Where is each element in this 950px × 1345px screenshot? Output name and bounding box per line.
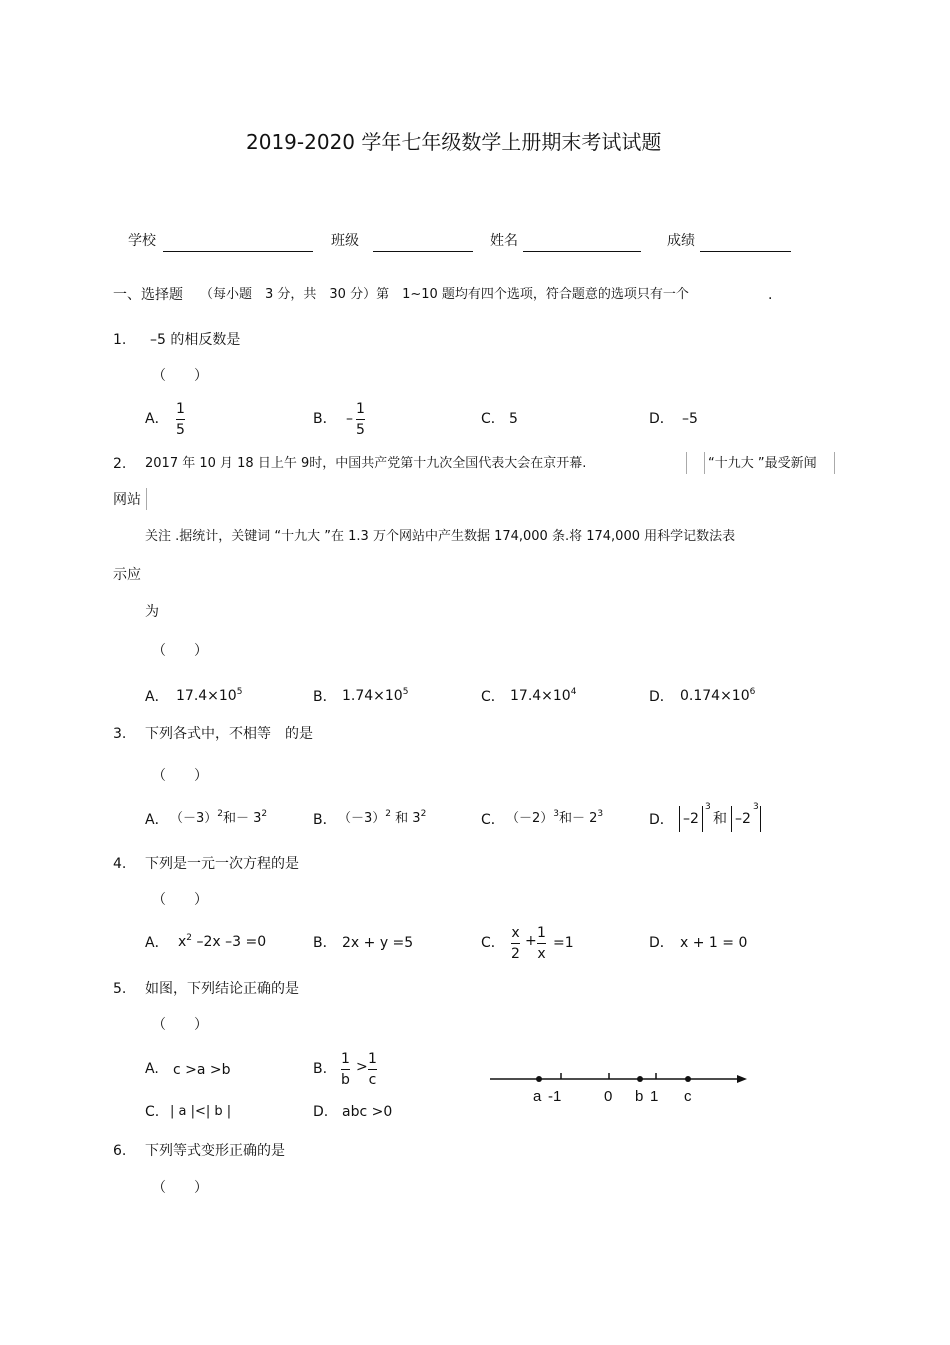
q4-opt-d: x + 1 = 0 [680,935,748,951]
q1-a-numerator: 1 [176,401,185,417]
class-label: 班级 [331,233,359,249]
point-c [685,1076,691,1082]
q3-opt-d-3: –2 [735,811,751,827]
number-line-arrow [737,1075,747,1083]
label-b: b [635,1088,644,1105]
q1-opt-a-fraction [176,402,185,437]
q4-opt-b: 2x + y =5 [342,935,414,951]
label-1: 1 [650,1088,659,1105]
q1-opt-d: –5 [682,411,698,427]
q2-opt-b: $1.74\times 10^5$ [342,687,409,704]
q1-number: 1. [113,332,127,348]
q2-line1-tail: “十九大 ”最受新闻 [708,456,817,471]
q5-opt-b-label: B. [313,1061,328,1077]
q4-number: 4. [113,856,127,872]
q3-opt-c-label: C． [481,812,505,828]
q3-opt-b: $(-3)^2$ 和 $3^2$ [338,809,427,826]
q2-line3: 关注 .据统计，关键词 “十九大 ”在 1.3 万个网站中产生数据 174,000 条.将 174,000 用科学记数法表 [145,529,736,544]
q3-bracket: （ ） [152,768,208,784]
q5-opt-a: c >a >b [173,1062,231,1078]
q2-opt-a: $17.4\times 10^5$ [176,687,243,704]
q2-opt-b-label: B． [313,689,337,705]
q1-text: –5 的相反数是 [150,332,241,348]
q1-b-numerator: 1 [356,401,365,417]
q4-text: 下列是一元一次方程的是 [145,856,299,872]
q5-opt-d-label: D. [313,1104,329,1120]
section-title: 一、选择题 [113,287,183,303]
school-label: 学校 [128,233,156,249]
q4-bracket: （ ） [152,892,208,908]
q2-opt-c-label: C． [481,689,505,705]
q5-bracket: （ ） [152,1017,208,1033]
point-a [536,1076,542,1082]
label-c: c [684,1088,692,1105]
name-label: 姓名 [490,233,518,249]
q4-opt-a: $x^2$ –2x –3 =0 [178,933,267,950]
q1-b-sign: – [346,411,353,427]
q2-line2: 网站 [113,492,141,508]
q3-opt-a-label: A． [145,812,169,828]
q5-text: 如图，下列结论正确的是 [145,981,299,997]
q1-opt-c: 5 [509,411,518,427]
q5-opt-d: abc >0 [342,1104,393,1120]
section-end: . [768,287,773,303]
q4-opt-a-label: A． [145,935,169,951]
q1-b-denominator: 5 [356,422,365,438]
q3-opt-c: $(-2)^3$和－ $2^3$ [506,809,604,826]
label-a: a [533,1088,542,1105]
label-0: 0 [604,1088,613,1105]
page-title: 2019-2020 学年七年级数学上册期末考试试题 [246,130,662,154]
q3-opt-a: $(-3)^2$和－ $3^2$ [170,809,268,826]
q1-opt-b-label: B． [313,411,337,427]
q2-bracket: （ ） [152,643,208,659]
q5-opt-c-label: C. [145,1104,160,1120]
q2-opt-c: $17.4\times 10^4$ [510,687,577,704]
q2-line1: 2017 年 10 月 18 日上午 9时，中国共产党第十九次全国代表大会在京开幕. [145,456,587,471]
q2-line5: 为 [145,604,159,620]
q6-number: 6. [113,1143,127,1159]
q2-line4: 示应 [113,567,141,583]
q1-bracket: （ ） [152,368,208,384]
name-field[interactable] [523,251,641,252]
q5-b-fraction-1: 1 b [341,1051,350,1088]
score-label: 成绩 [667,233,695,249]
q1-opt-b-fraction [356,402,365,437]
q4-opt-d-label: D． [649,935,674,951]
q1-a-denominator: 5 [176,422,185,438]
q3-text: 下列各式中，不相等 的是 [145,726,313,742]
q1-opt-a-label: A． [145,411,169,427]
number-line-figure [485,1065,755,1110]
q4-c-fraction-2: 1 x [537,925,546,962]
q6-bracket: （ ） [152,1180,208,1196]
q3-number: 3. [113,726,127,742]
q3-opt-d-1: –2 [683,811,699,827]
section-desc: （每小题 3 分，共 30 分）第 1~10 题均有四个选项，符合题意的选项只有一个 [200,287,689,302]
q2-opt-d: $0.174\times 10^6$ [680,687,756,704]
q1-opt-c-label: C． [481,411,505,427]
q6-text: 下列等式变形正确的是 [145,1143,285,1159]
q4-opt-c-label: C． [481,935,505,951]
label-minus-1: -1 [548,1088,562,1105]
q1-opt-d-label: D． [649,411,674,427]
q4-opt-b-label: B． [313,935,337,951]
q3-opt-d-label: D． [649,812,674,828]
q5-number: 5. [113,981,127,997]
q2-opt-a-label: A． [145,689,169,705]
q5-b-fraction-2: 1 c [368,1051,377,1088]
q2-opt-d-label: D． [649,689,674,705]
q5-opt-a-label: A. [145,1061,159,1077]
school-field[interactable] [163,251,313,252]
score-field[interactable] [700,251,791,252]
q3-opt-d-2: 和 [713,811,727,827]
class-field[interactable] [373,251,473,252]
q5-opt-c: | a |<| b | [170,1104,232,1119]
q4-c-fraction-1: x 2 [511,925,520,962]
q2-number: 2. [113,456,127,472]
q3-opt-b-label: B． [313,812,337,828]
point-b [637,1076,643,1082]
